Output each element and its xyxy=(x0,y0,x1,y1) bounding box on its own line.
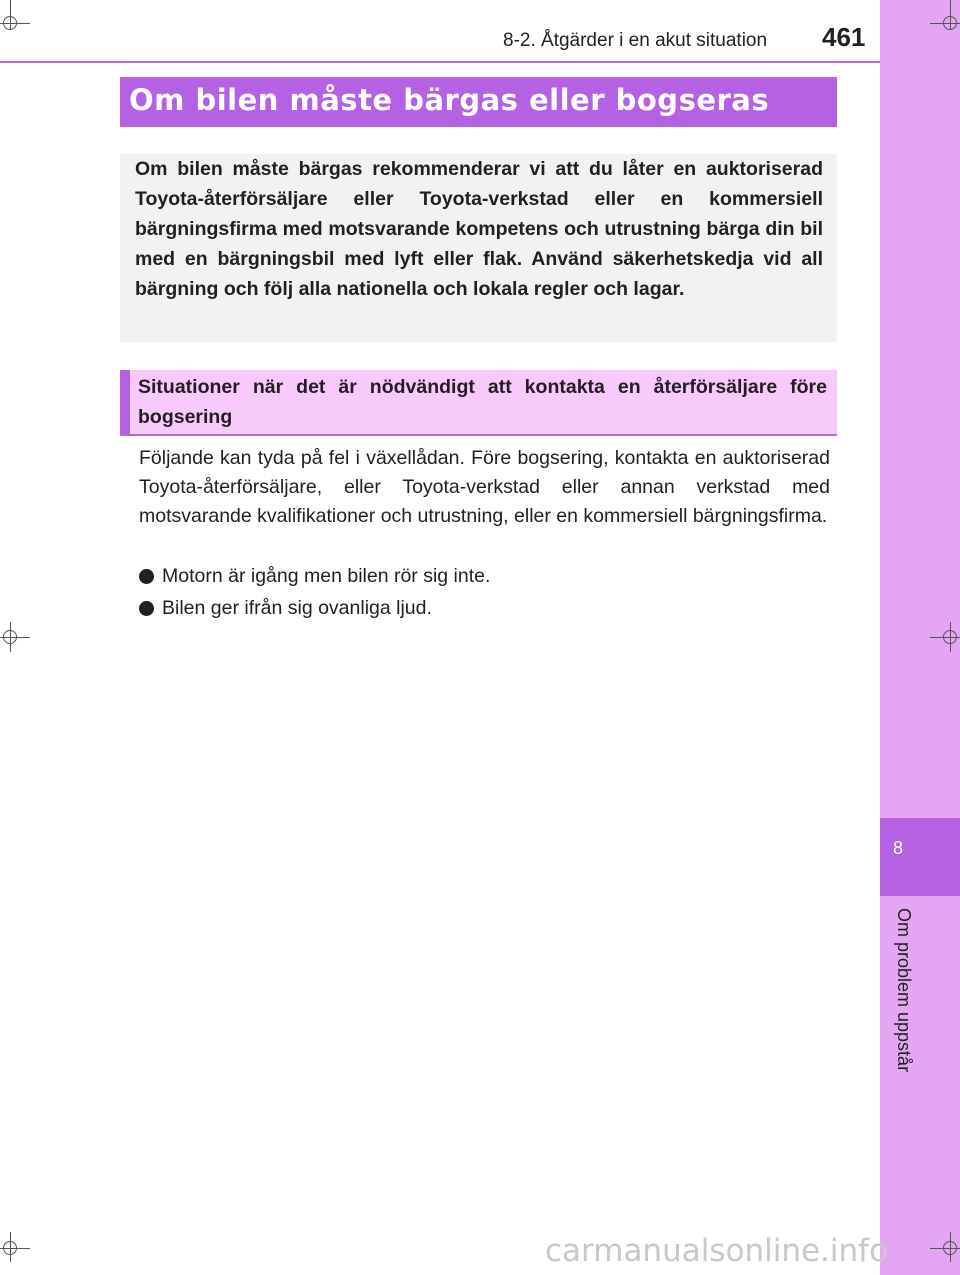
list-item xyxy=(139,560,830,592)
subsection-heading: Situationer när det är nödvändigt att kontakta en återförsäljare före bogsering xyxy=(138,376,827,428)
page-number: 461 xyxy=(822,22,866,52)
header-rule xyxy=(0,61,880,63)
list-item-text: Bilen ger ifrån sig ovanliga ljud. xyxy=(162,596,432,619)
subsection-accent-bar xyxy=(120,370,130,434)
list-item xyxy=(139,592,830,624)
intro-text: Om bilen måste bärgas rekommenderar vi att du låter en auktoriserad Toyota-återförsäljare eller Toyota-verkstad eller en kommersiell bärgningsfirma med motsvarande kompetens och utrustning bärga din bil med en bärgningsbil med lyft eller flak. Använd säkerhetskedja vid all bärgning och följ alla nationella och lokala regler och lagar. xyxy=(135,158,823,300)
bullet-list xyxy=(139,560,830,624)
subsection-heading-box xyxy=(120,370,837,436)
page-title: Om bilen måste bärgas eller bogseras xyxy=(129,83,770,117)
bullet-icon xyxy=(139,601,154,616)
watermark: carmanualsonline.info xyxy=(545,1233,889,1269)
title-banner xyxy=(120,77,837,127)
bullet-icon xyxy=(139,569,154,584)
body-paragraph: Följande kan tyda på fel i växellådan. Före bogsering, kontakta en auktoriserad Toyota-återförsäljare, eller Toyota-verkstad eller annan verkstad med motsvarande kvalifikationer och utrustning, eller en kommersiell bärgningsfirma. xyxy=(139,447,830,527)
section-reference: 8-2. Åtgärder i en akut situation xyxy=(503,30,768,51)
chapter-number: 8 xyxy=(892,838,903,858)
list-item-text: Motorn är igång men bilen rör sig inte. xyxy=(162,564,491,587)
chapter-title: Om problem uppstår xyxy=(894,908,914,1073)
intro-box xyxy=(120,154,837,342)
